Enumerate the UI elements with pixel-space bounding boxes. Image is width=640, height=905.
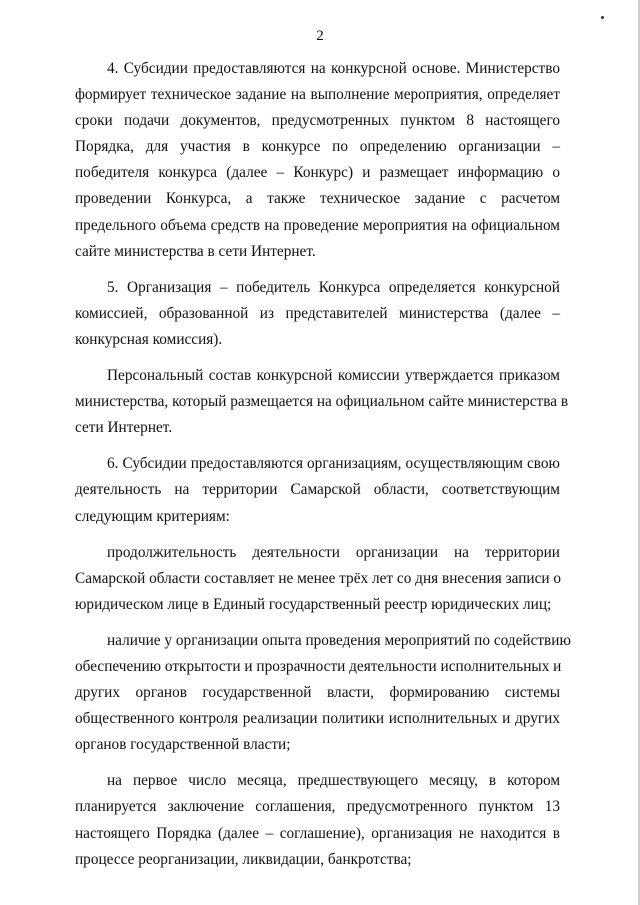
text-line: предельного объема средств на проведение мероприятия на официальном [75,216,560,234]
text-line: сроки подачи документов, предусмотренных пунктом 8 настоящего [75,112,560,130]
text-line: 4. Субсидии предоставляются на конкурсной основе. Министерство [107,60,560,77]
text-line: планируется заключение соглашения, предусмотренного пунктом 13 [75,798,560,816]
text-line: проведении Конкурса, а также техническое задание с расчетом [75,190,560,208]
text-line: деятельность на территории Самарской области, соответствующим [75,481,560,499]
text-line: победителя конкурса (далее – Конкурс) и размещает информацию о [75,164,560,182]
text-line: конкурсная комиссия). [75,330,223,348]
text-line: Самарской области составляет не менее трёх лет со дня внесения записи о [75,569,562,587]
text-line: Персональный состав конкурсной комиссии утверждается приказом [107,367,560,385]
criterion-no-reorganization [75,768,560,872]
text-line: следующим критериям: [75,507,230,525]
text-line: сайте министерства в сети Интернет. [75,242,316,260]
paragraph-commission [75,363,569,441]
text-line: 5. Организация – победитель Конкурса определяется конкурсной [107,278,560,296]
text-line: настоящего Порядка (далее – соглашение), организация не находится в [75,824,560,842]
text-line: продолжительность деятельности организации на территории [107,543,560,561]
criterion-experience [75,628,571,758]
paragraph-4 [75,56,560,265]
criterion-duration [75,540,560,618]
text-line: на первое число месяца, предшествующего месяцу, в котором [107,772,560,790]
paragraph-5 [75,275,560,353]
text-line: процессе реорганизации, ликвидации, банкротства; [75,850,412,868]
text-line: органов государственной власти; [75,736,291,754]
text-line: Порядка, для участия в конкурсе по определению организации – [75,138,560,156]
text-line: наличие у организации опыта проведения мероприятий по содействию [107,631,571,649]
text-line: обеспечению открытости и прозрачности деятельности исполнительных и [75,657,562,675]
text-line: комиссией, образованной из представителей министерства (далее – [75,304,560,322]
text-line: общественного контроля реализации политики исполнительных и других [75,710,560,728]
text-line: 6. Субсидии предоставляются организациям, осуществляющим свою [107,455,560,473]
text-line: министерства, который размещается на официальном сайте министерства в [75,393,569,411]
text-line: сети Интернет. [75,419,173,437]
scan-speck [601,16,604,19]
text-line: формирует техническое задание на выполнение мероприятия, определяет [75,86,560,104]
document-body [75,56,571,873]
page-number: 2 [316,28,324,44]
text-line: других органов государственной власти, формированию системы [75,684,560,702]
paragraph-6 [75,451,560,529]
text-line: юридическом лице в Единый государственный реестр юридических лиц; [75,595,552,613]
